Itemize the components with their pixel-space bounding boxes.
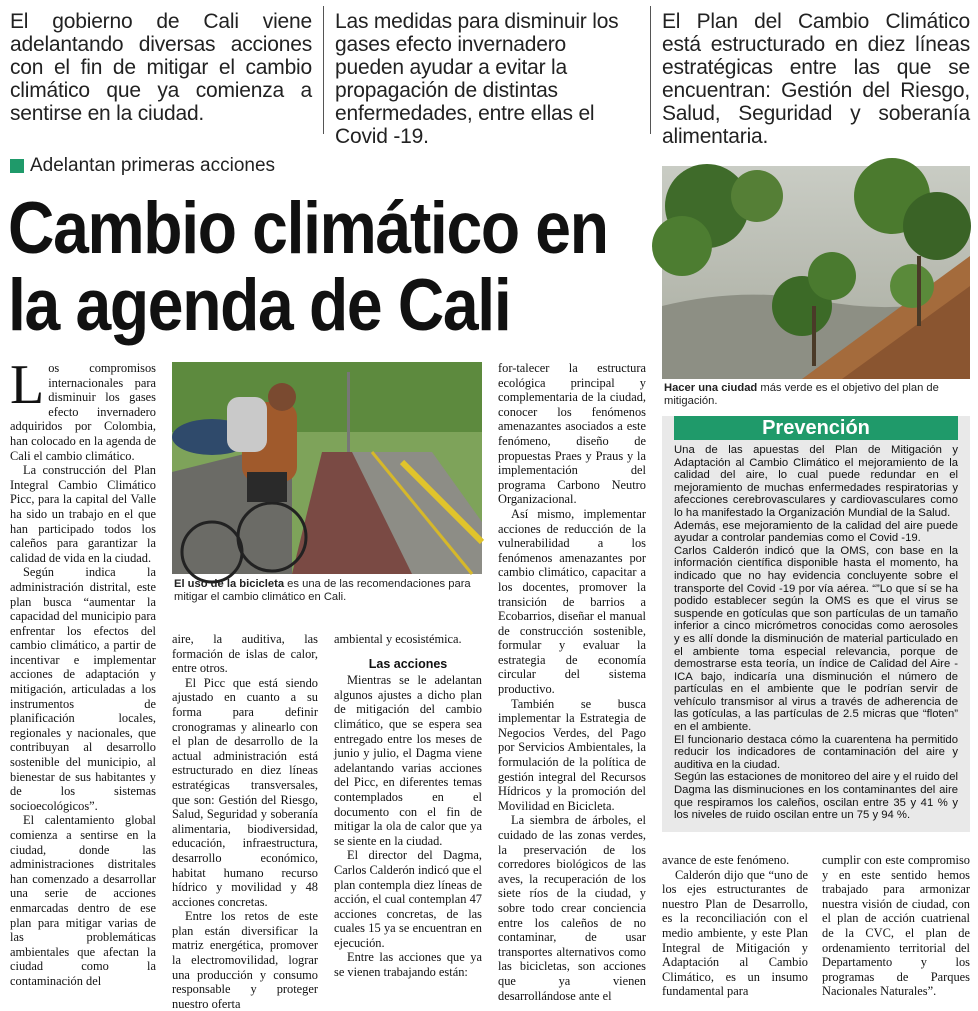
- box-paragraph: Además, ese mejoramiento de la calidad del aire puede ayudar a controlar pandemias como el Covid -19.: [674, 519, 958, 545]
- box-paragraph: Según las estaciones de monitoreo del aire y el ruido del Dagma las disminuciones en los contaminantes del aire que respiramos los caleños, oscilan entre 35 y 41 % y los niveles de ruido oscilan entre un 75 y 94 %.: [674, 771, 958, 822]
- kicker: Adelantan primeras acciones: [30, 155, 276, 176]
- summary-1: El gobierno de Cali viene adelantando diversas acciones con el fin de mitigar el cambio climático que ya comienza a sentirse en la ciudad.: [10, 10, 312, 125]
- article-paragraph: cumplir con este compromiso y en este sentido hemos trabajado para armonizar nuestra visión de ciudad, con el plan de acción cuatrienal de la CVC, el plan de ordenamiento territorial del Departamento y los programas de Parques Nacionales Naturales”.: [822, 853, 970, 999]
- section-heading: Las acciones: [368, 656, 448, 671]
- article-column-2: [172, 632, 318, 1011]
- bike-photo-caption: [174, 578, 482, 604]
- prevention-box-title: Prevención: [674, 416, 958, 440]
- article-column-3: [334, 632, 482, 1002]
- bike-photo: [172, 362, 482, 574]
- article-paragraph: El Picc que está siendo ajustado en cuanto a su forma para definir cronogramas y alinearlo con el plan de desarrollo de la actual administración está estructurado en diez líneas estratégicas transversales, que son: Gestión del Riesgo, Salud, Seguridad y soberanía alimentaria, biodiversidad, educación, infraestructura, desarrollo económico, habitat humano recurso hídrico y movilidad y 48 acciones concretas.: [172, 675, 318, 909]
- bike-illustration: [172, 362, 482, 574]
- article-paragraph: avance de este fenómeno.: [662, 853, 790, 867]
- headline-line-1: Cambio climático en: [8, 188, 608, 269]
- box-paragraph: Carlos Calderón indicó que la OMS, con base en la información científica disponible hasta el momento, ha indicado que no hay evidencia concluyente sobre el transporte del Covid -19 por vía aérea. “”Lo que sí se ha podido establecer según la OMS es que el virus se suspende en gotículas que son partículas de un tamaño inferior a cinco micrómetros conocidas como aerosoles y es allí donde la disminución de material particulado en el ambiente toma especial relevancia, porque de demostrarse esta teoría, un índice de Calidad del Aire - ICA bajo, indicaría una disminución el número de partículas en el ambiente que le podrían servir de vehículo transmisor al virus a través de adherencia de las gotículas, a las partículas de 2.5 micras que “floten” en el ambiente.: [674, 544, 958, 734]
- box-paragraph: Una de las apuestas del Plan de Mitigación y Adaptación al Cambio Climático el mejoramiento de la calidad del aire, lo cual puede redundar en el mejoramiento de muchas enfermedades respiratorias y afecciones cerebrovasculares y cardiovasculares como lo ha manifestado la Organización Mundial de la Salud.: [674, 444, 958, 519]
- article-column-4: [498, 361, 646, 1002]
- headline: [8, 188, 608, 346]
- article-paragraph: La construcción del Plan Integral Cambio Climático Picc, para la capital del Valle ha sido un trabajo en el que han participado todos los caleños para garantizar la calidad de vida en la ciudad.: [10, 463, 156, 565]
- summary-2: Las medidas para disminuir los gases efecto invernadero pueden ayudar a evitar la propagación de distintas enfermedades, entre ellas el Covid -19.: [335, 10, 619, 148]
- article-paragraph: Entre las acciones que ya se vienen trabajando están:: [334, 950, 482, 980]
- article-paragraph: Según indica la administración distrital, este plan busca “aumentar la capacidad del municipio para enfrentar los efectos del cambio climático, a partir de incentivar e implementar acciones de adaptación y mitigación, articuladas a los instrumentos de planificación locales, regionales y nacionales, que contribuyan al desarrollo sostenible del municipio, al bienestar de sus habitantes y de los sistemas socioecológicos”.: [10, 565, 156, 813]
- trees-photo-caption: [664, 382, 970, 408]
- trees-caption-text: más verde es el objetivo del plan de mitigación.: [664, 382, 939, 407]
- prevention-box-body: [662, 440, 970, 822]
- summary-3: El Plan del Cambio Climático está estructurado en diez líneas estratégicas entre las que se encuentran: Gestión del Riesgo, Salud, Seguridad y soberanía alimentaria.: [662, 10, 970, 148]
- article-paragraph: Así mismo, implementar acciones de reducción de la vulnerabilidad a los fenómenos amenazantes por cambio climático, capacitar a los docentes, promover la transición de barrios a Ecobarrios, diseñar el manual de construcción sostenible, formular y evaluar la estrategia de economía circular del sistema productivo.: [498, 506, 646, 697]
- column-divider: [650, 6, 651, 134]
- prevention-box: [662, 416, 970, 832]
- article-paragraph: for-talecer la estructura ecológica principal y complementaria de la ciudad, conocer los fenómenos amenazantes asociados a este fenómeno, diseño de propuestas Praes y Praus y la implementación del programa Carbono Neutro Organizacional.: [498, 361, 646, 507]
- trees-illustration: [662, 166, 970, 379]
- article-paragraph: Calderón dijo que “uno de los ejes estructurantes de nuestro Plan de Desarrollo, es la reconciliación con el medio ambiente, y este Plan Integral de Mitigación y Adaptación al Cambio Climático, es un insumo fundamental para: [662, 867, 808, 999]
- article-paragraph: Mientras se le adelantan algunos ajustes a dicho plan de mitigación del cambio climático, que se espera sea entregado entre los meses de junio y julio, el Dagma viene adelantando varias acciones del Picc, en diferentes temas contemplados en el documento con el fin de mitigar la ola de calor que ya se siente en la ciudad.: [334, 673, 482, 848]
- article-column-5: [662, 853, 808, 1003]
- drop-cap: L: [10, 354, 45, 416]
- article-paragraph: También se busca implementar la Estrategia de Negocios Verdes, del Pago por Servicios Ambientales, la formulación de la política de gestión integral del Recursos Hídricos y la promoción del Movilidad en Bicicleta.: [498, 696, 646, 813]
- trees-caption-bold: Hacer una ciudad: [664, 382, 758, 394]
- article-paragraph: aire, la auditiva, las formación de islas de calor, entre otros.: [172, 632, 318, 676]
- article-paragraph: La siembra de árboles, el cuidado de las zonas verdes, la preservación de los corredores biológicos de las aves, la recuperación de los siete ríos de la ciudad, y sobre todo crear conciencia entre los caleños de no contaminar, de usar transportes alternativos como las bicicletas, son acciones que ya vienen desarrollándose ante el: [498, 813, 646, 1003]
- article-column-1: [10, 354, 156, 1001]
- column-divider: [323, 6, 324, 134]
- bike-caption-bold: El uso de la bicicleta: [174, 578, 285, 590]
- box-paragraph: El funcionario destaca cómo la cuarentena ha permitido reducir los indicadores de contaminación del aire y auditiva en la ciudad.: [674, 733, 958, 771]
- article-paragraph: ambiental y ecosistémica.: [334, 632, 462, 646]
- kicker-square-icon: [10, 159, 24, 173]
- bike-caption-text: es una de las recomendaciones para mitigar el cambio climático en Cali.: [174, 578, 471, 603]
- article-column-6: [822, 853, 970, 1003]
- article-paragraph: El director del Dagma, Carlos Calderón indicó que el plan contempla diez líneas de acción, el cual contemplan 47 acciones concretas, de las cuales 15 ya se encuentran en ejecución.: [334, 848, 482, 950]
- article-paragraph: El calentamiento global comienza a sentirse en la ciudad, donde las administraciones distritales han comenzado a desarrollar una serie de acciones enmarcadas dentro de ese plan para mitigar varias de las problemáticas ambientales que afectan la ciudad como la contaminación del: [10, 813, 156, 988]
- headline-line-2: la agenda de Cali: [8, 265, 511, 346]
- article-paragraph: os compromisos internacionales para disminuir los gases efecto invernadero adquiridos por Colombia, han colocado en la agenda de Cali el cambio climático.: [10, 361, 156, 463]
- article-paragraph: Entre los retos de este plan están diversificar la matriz energética, promover la electromovilidad, lograr una producción y consumo responsable y proteger nuestro oferta: [172, 909, 318, 1011]
- trees-photo: [662, 166, 970, 379]
